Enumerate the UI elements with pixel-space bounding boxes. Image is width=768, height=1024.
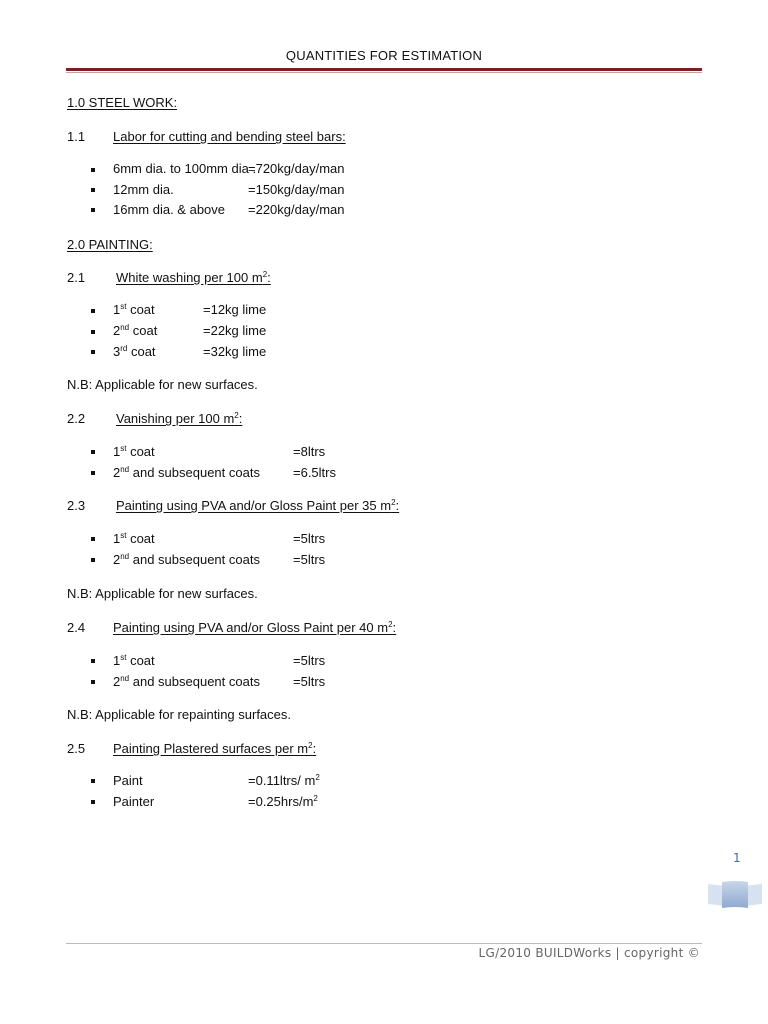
item-value: $=0.25hrs/m^2$ (248, 794, 318, 809)
item-label: 2nd and subsequent coats (113, 465, 260, 480)
section-title-steel-work: 1.0 STEEL WORK: (67, 95, 178, 110)
section-title-painting: 2.0 PAINTING: (67, 237, 153, 252)
subsection-heading: Vanishing per 100 $m^2$: (116, 411, 243, 426)
bullet-icon (91, 558, 95, 562)
item-value: =220kg/day/man (248, 202, 345, 217)
note-text: N.B: Applicable for new surfaces. (67, 586, 258, 601)
item-label: 2nd coat (113, 323, 158, 338)
bullet-icon (91, 659, 95, 663)
bullet-icon (91, 208, 95, 212)
page-ribbon-icon (708, 880, 762, 910)
subsection-number: 2.4 (67, 620, 86, 635)
note-text: N.B: Applicable for new surfaces. (67, 377, 258, 392)
item-value: =150kg/day/man (248, 182, 345, 197)
subsection-heading: Painting using PVA and/or Gloss Paint per 40 $m^2$: (113, 620, 397, 635)
footer-copyright: LG/2010 BUILDWorks | copyright © (478, 946, 700, 960)
page-number: 1 (733, 851, 741, 865)
subsection-number: 2.2 (67, 411, 86, 426)
item-value: =32kg lime (203, 344, 267, 359)
header-rule-shadow (66, 72, 702, 73)
bullet-icon (91, 537, 95, 541)
item-label: 1st coat (113, 444, 155, 459)
bullet-icon (91, 779, 95, 783)
subsection-heading: Labor for cutting and bending steel bars: (113, 129, 346, 144)
subsection-number: 2.3 (67, 498, 86, 513)
item-value: =5ltrs (293, 552, 326, 567)
item-value: =22kg lime (203, 323, 267, 338)
item-label: Paint (113, 773, 143, 788)
item-value: =720kg/day/man (248, 161, 345, 176)
bullet-icon (91, 330, 95, 334)
footer-rule (66, 943, 702, 944)
item-value: =6.5ltrs (293, 465, 336, 480)
bullet-icon (91, 309, 95, 313)
subsection-number: 2.1 (67, 270, 86, 285)
bullet-icon (91, 680, 95, 684)
item-label: Painter (113, 794, 155, 809)
item-label: 16mm dia. & above (113, 202, 226, 217)
bullet-icon (91, 350, 95, 354)
bullet-icon (91, 471, 95, 475)
item-value: =8ltrs (293, 444, 326, 459)
bullet-icon (91, 168, 95, 172)
item-label: 1st coat (113, 302, 155, 317)
bullet-icon (91, 188, 95, 192)
item-label: 2nd and subsequent coats (113, 674, 260, 689)
bullet-icon (91, 450, 95, 454)
item-label: 12mm dia. (113, 182, 174, 197)
item-label: 3rd coat (113, 344, 156, 359)
item-label: 6mm dia. to 100mm dia . (113, 161, 257, 176)
item-value: =5ltrs (293, 531, 326, 546)
header-rule (66, 68, 702, 71)
item-label: 1st coat (113, 653, 155, 668)
subsection-heading: White washing per 100 $m^2$: (116, 270, 271, 285)
item-label: 1st coat (113, 531, 155, 546)
note-text: N.B: Applicable for repainting surfaces. (67, 707, 292, 722)
subsection-heading: Painting Plastered surfaces per $m^2$: (113, 741, 317, 756)
item-value: =12kg lime (203, 302, 267, 317)
item-value: =5ltrs (293, 674, 326, 689)
subsection-number: 2.5 (67, 741, 86, 756)
bullet-icon (91, 800, 95, 804)
subsection-number: 1.1 (67, 129, 86, 144)
item-value: =0.11ltrs/ $m^2$ (248, 773, 320, 788)
item-label: 2nd and subsequent coats (113, 552, 260, 567)
document-title: QUANTITIES FOR ESTIMATION (285, 48, 483, 63)
subsection-heading: Painting using PVA and/or Gloss Paint per 35 $m^2$: (116, 498, 400, 513)
item-value: =5ltrs (293, 653, 326, 668)
